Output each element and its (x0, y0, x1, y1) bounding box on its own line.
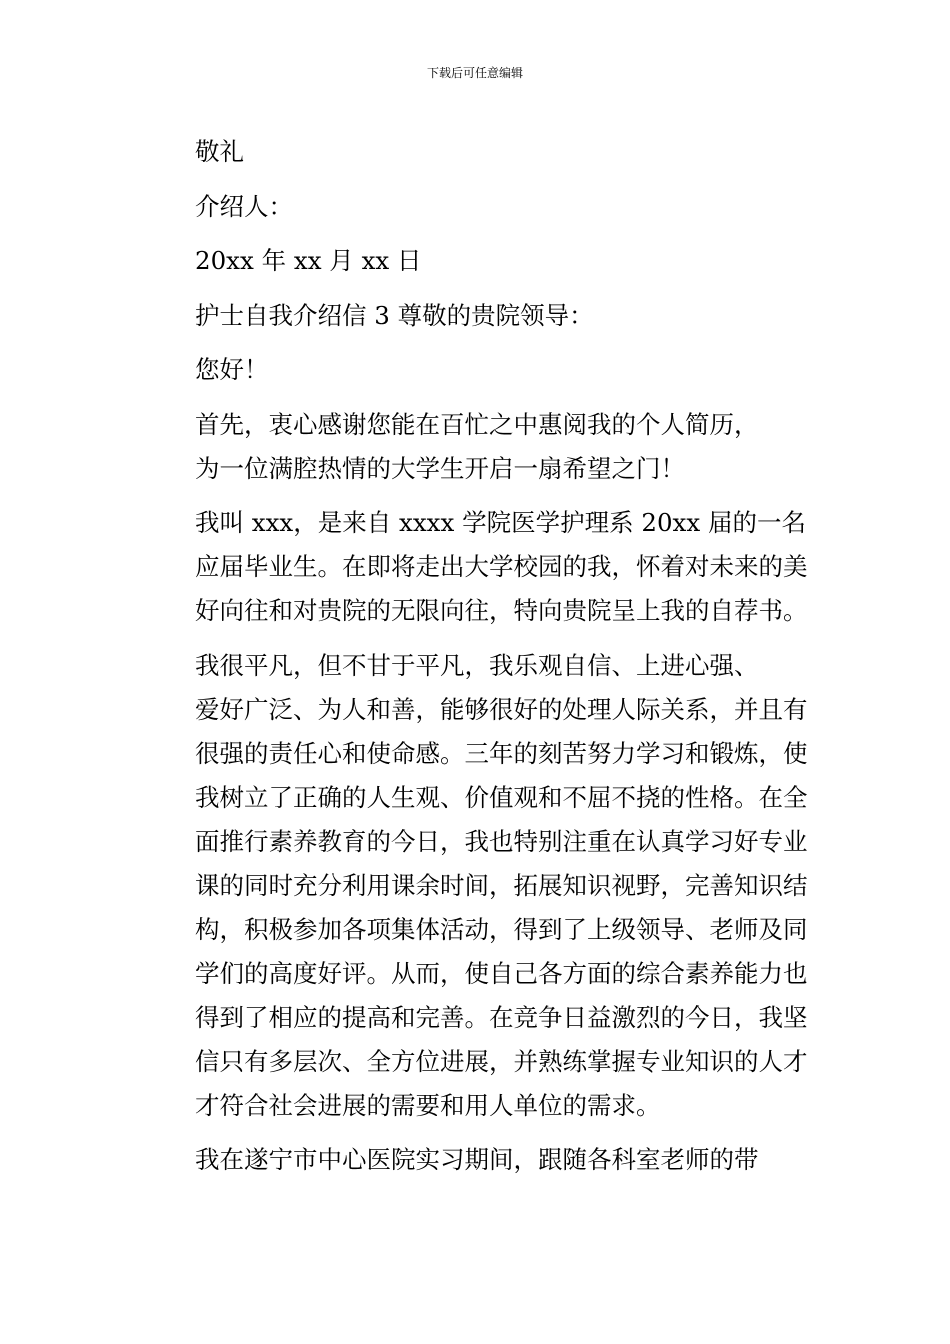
paragraph-date (145, 239, 810, 283)
page-header: 下载后可任意编辑 (426, 66, 523, 80)
paragraph-letter-title (145, 294, 810, 338)
text-line: 我在遂宁市中心医院实习期间，跟随各科室老师的带 (195, 1145, 759, 1174)
text-line: 敬礼 (195, 137, 244, 166)
text-line: 20xx 年 xx 月 xx 日 (195, 246, 422, 275)
paragraph-introducer (145, 185, 810, 229)
paragraph-personality (145, 644, 810, 1128)
paragraph-self-intro (145, 501, 810, 633)
paragraph-greeting (145, 348, 810, 392)
text-line: 得到了相应的提高和完善。在竞争日益激烈的今日，我坚 (195, 1002, 808, 1032)
text-line: 应届毕业生。在即将走出大学校园的我，怀着对未来的美 (195, 552, 808, 581)
text-line: 我树立了正确的人生观、价值观和不屈不挠的性格。在全 (195, 782, 808, 812)
document-body (145, 130, 810, 1193)
paragraph-internship (145, 1138, 810, 1182)
text-line: 很强的责任心和使命感。三年的刻苦努力学习和锻炼，使 (195, 738, 808, 768)
text-line: 好向往和对贵院的无限向往，特向贵院呈上我的自荐书。 (195, 596, 808, 625)
text-line: 介绍人： (195, 191, 293, 221)
text-line: 我很平凡，但不甘于平凡，我乐观自信、上进心强、 (195, 650, 759, 680)
text-line: 课的同时充分利用课余时间，拓展知识视野，完善知识结 (195, 870, 808, 900)
text-line: 面推行素养教育的今日，我也特别注重在认真学习好专业 (195, 826, 808, 856)
text-line: 构，积极参加各项集体活动，得到了上级领导、老师及同 (195, 914, 808, 944)
text-line: 学们的高度好评。从而，使自己各方面的综合素养能力也 (195, 958, 808, 988)
text-line: 信只有多层次、全方位进展，并熟练掌握专业知识的人才 (195, 1046, 808, 1076)
text-line: 爱好广泛、为人和善，能够很好的处理人际关系，并且有 (195, 694, 808, 724)
paragraph-salutation (145, 130, 810, 174)
text-line: 首先，衷心感谢您能在百忙之中惠阅我的个人简历， (195, 409, 759, 439)
text-line: 您好！ (195, 355, 269, 384)
text-line: 护士自我介绍信 3 尊敬的贵院领导： (195, 300, 594, 330)
text-line: 我叫 xxx，是来自 xxxx 学院医学护理系 20xx 届的一名 (195, 508, 806, 537)
text-line: 为一位满腔热情的大学生开启一扇希望之门！ (195, 453, 685, 483)
paragraph-thanks (145, 403, 810, 491)
text-line: 才符合社会进展的需要和用人单位的需求。 (195, 1090, 661, 1120)
